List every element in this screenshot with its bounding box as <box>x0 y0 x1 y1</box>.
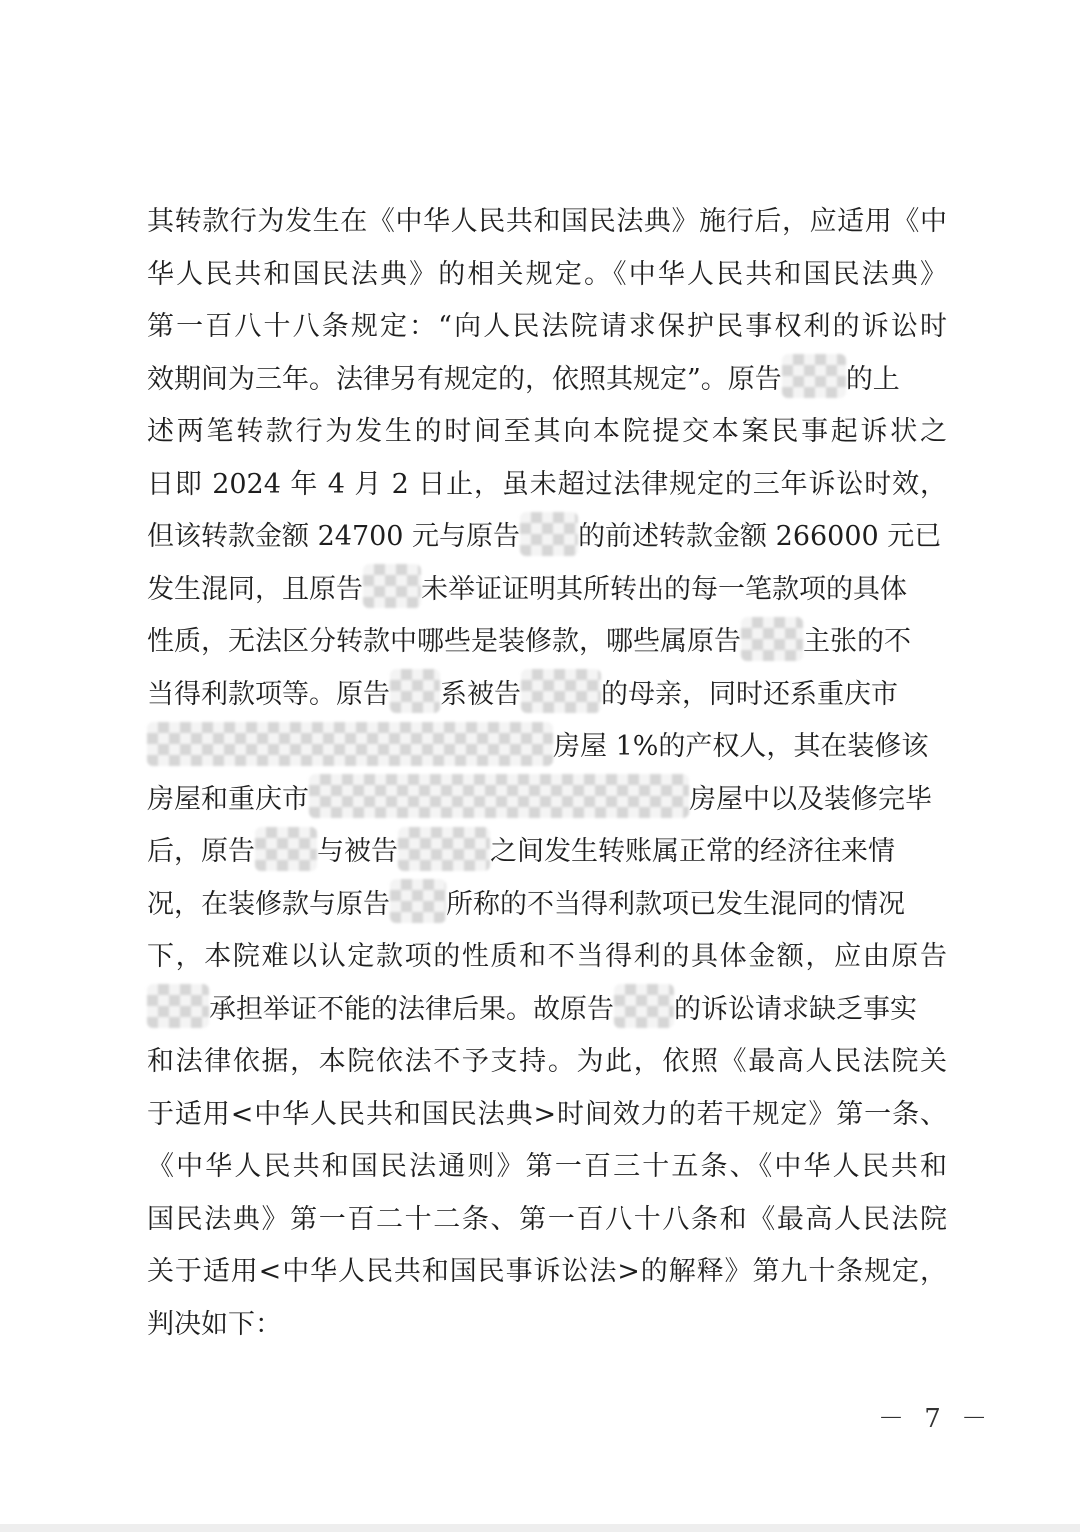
text-line <box>147 511 947 564</box>
text-segment: 房屋和重庆市 <box>147 783 309 815</box>
redacted-address <box>309 774 689 818</box>
text-segment: 的上 <box>845 363 900 395</box>
text-segment: 下，本院难以认定款项的性质和不当得利的具体金额，应由原告 <box>147 941 947 972</box>
text-segment: 日即 2024 年 4 月 2 日止，虽未超过法律规定的三年诉讼时效， <box>147 468 947 500</box>
page-bottom-edge <box>0 1524 1080 1532</box>
text-segment: 但该转款金额 24700 元与原告 <box>147 521 521 552</box>
text-line <box>147 1036 947 1089</box>
text-line <box>147 774 947 827</box>
redacted-address <box>147 722 553 766</box>
text-segment: 承担举证不能的法律后果。故原告 <box>209 993 614 1025</box>
text-segment: 房屋 1%的产权人，其在装修该 <box>553 731 929 762</box>
text-line <box>147 459 947 512</box>
redacted-name <box>390 669 440 713</box>
text-line <box>147 1194 947 1247</box>
text-segment: 当得利款项等。原告 <box>147 678 390 710</box>
text-segment: 关于适用<中华人民共和国民事诉讼法>的解释》第九十条规定， <box>147 1256 947 1287</box>
text-segment: 未举证证明其所转出的每一笔款项的具体 <box>421 573 907 605</box>
text-segment: 况，在装修款与原告 <box>147 888 390 920</box>
text-segment: 国民法典》第一百二十二条、第一百八十八条和《最高人民法院 <box>147 1203 947 1235</box>
text-line <box>147 406 947 459</box>
text-segment: 房屋中以及装修完毕 <box>689 783 932 815</box>
text-segment: 述两笔转款行为发生的时间至其向本院提交本案民事起诉状之 <box>147 416 947 447</box>
text-line <box>147 931 947 984</box>
text-segment: 的诉讼请求缺乏事实 <box>674 993 917 1025</box>
judgment-body-text <box>147 196 947 1351</box>
text-segment: 效期间为三年。法律另有规定的，依照其规定”。原告 <box>147 363 782 395</box>
text-segment: 其转款行为发生在《中华人民共和国民法典》施行后，应适用《中 <box>147 206 947 237</box>
text-line <box>147 1299 947 1352</box>
text-segment: 后，原告 <box>147 836 255 867</box>
text-line <box>147 564 947 617</box>
redacted-name <box>521 669 601 713</box>
text-segment: 发生混同，且原告 <box>147 573 363 605</box>
text-segment: 系被告 <box>440 678 521 710</box>
text-segment: 于适用<中华人民共和国民法典>时间效力的若干规定》第一条、 <box>147 1098 947 1130</box>
text-segment: 主张的不 <box>803 626 911 657</box>
text-line <box>147 1246 947 1299</box>
redacted-name <box>520 512 578 556</box>
text-line <box>147 1141 947 1194</box>
redacted-name <box>255 827 317 871</box>
text-line <box>147 1089 947 1142</box>
text-segment: 判决如下： <box>147 1308 282 1340</box>
text-line <box>147 826 947 879</box>
text-line <box>147 721 947 774</box>
text-segment: 华人民共和国民法典》的相关规定。《中华人民共和国民法典》 <box>147 258 947 290</box>
redacted-name <box>614 984 674 1028</box>
text-line <box>147 249 947 302</box>
text-segment: 所称的不当得利款项已发生混同的情况 <box>446 888 905 920</box>
redacted-name <box>782 354 846 398</box>
text-segment: 和法律依据，本院依法不予支持。为此，依照《最高人民法院关 <box>147 1046 947 1077</box>
text-segment: 的前述转款金额 266000 元已 <box>578 521 942 552</box>
text-line <box>147 669 947 722</box>
text-segment: 《中华人民共和国民法通则》第一百三十五条、《中华人民共和 <box>147 1151 947 1182</box>
text-line <box>147 196 947 249</box>
text-segment: 的母亲，同时还系重庆市 <box>601 678 898 710</box>
page-number: － 7 － <box>878 1404 994 1434</box>
redacted-name <box>363 564 421 608</box>
redacted-name <box>741 617 803 661</box>
text-line <box>147 301 947 354</box>
text-segment: 之间发生转账属正常的经济往来情 <box>490 836 895 867</box>
redacted-name <box>147 984 209 1028</box>
redacted-name <box>390 879 446 923</box>
text-segment: 性质，无法区分转款中哪些是装修款，哪些属原告 <box>147 626 741 657</box>
redacted-name <box>398 827 490 871</box>
text-segment: 与被告 <box>317 836 398 867</box>
text-segment: 第一百八十八条规定：“向人民法院请求保护民事权利的诉讼时 <box>147 311 947 342</box>
text-line <box>147 984 947 1037</box>
text-line <box>147 879 947 932</box>
text-line <box>147 616 947 669</box>
text-line <box>147 354 947 407</box>
